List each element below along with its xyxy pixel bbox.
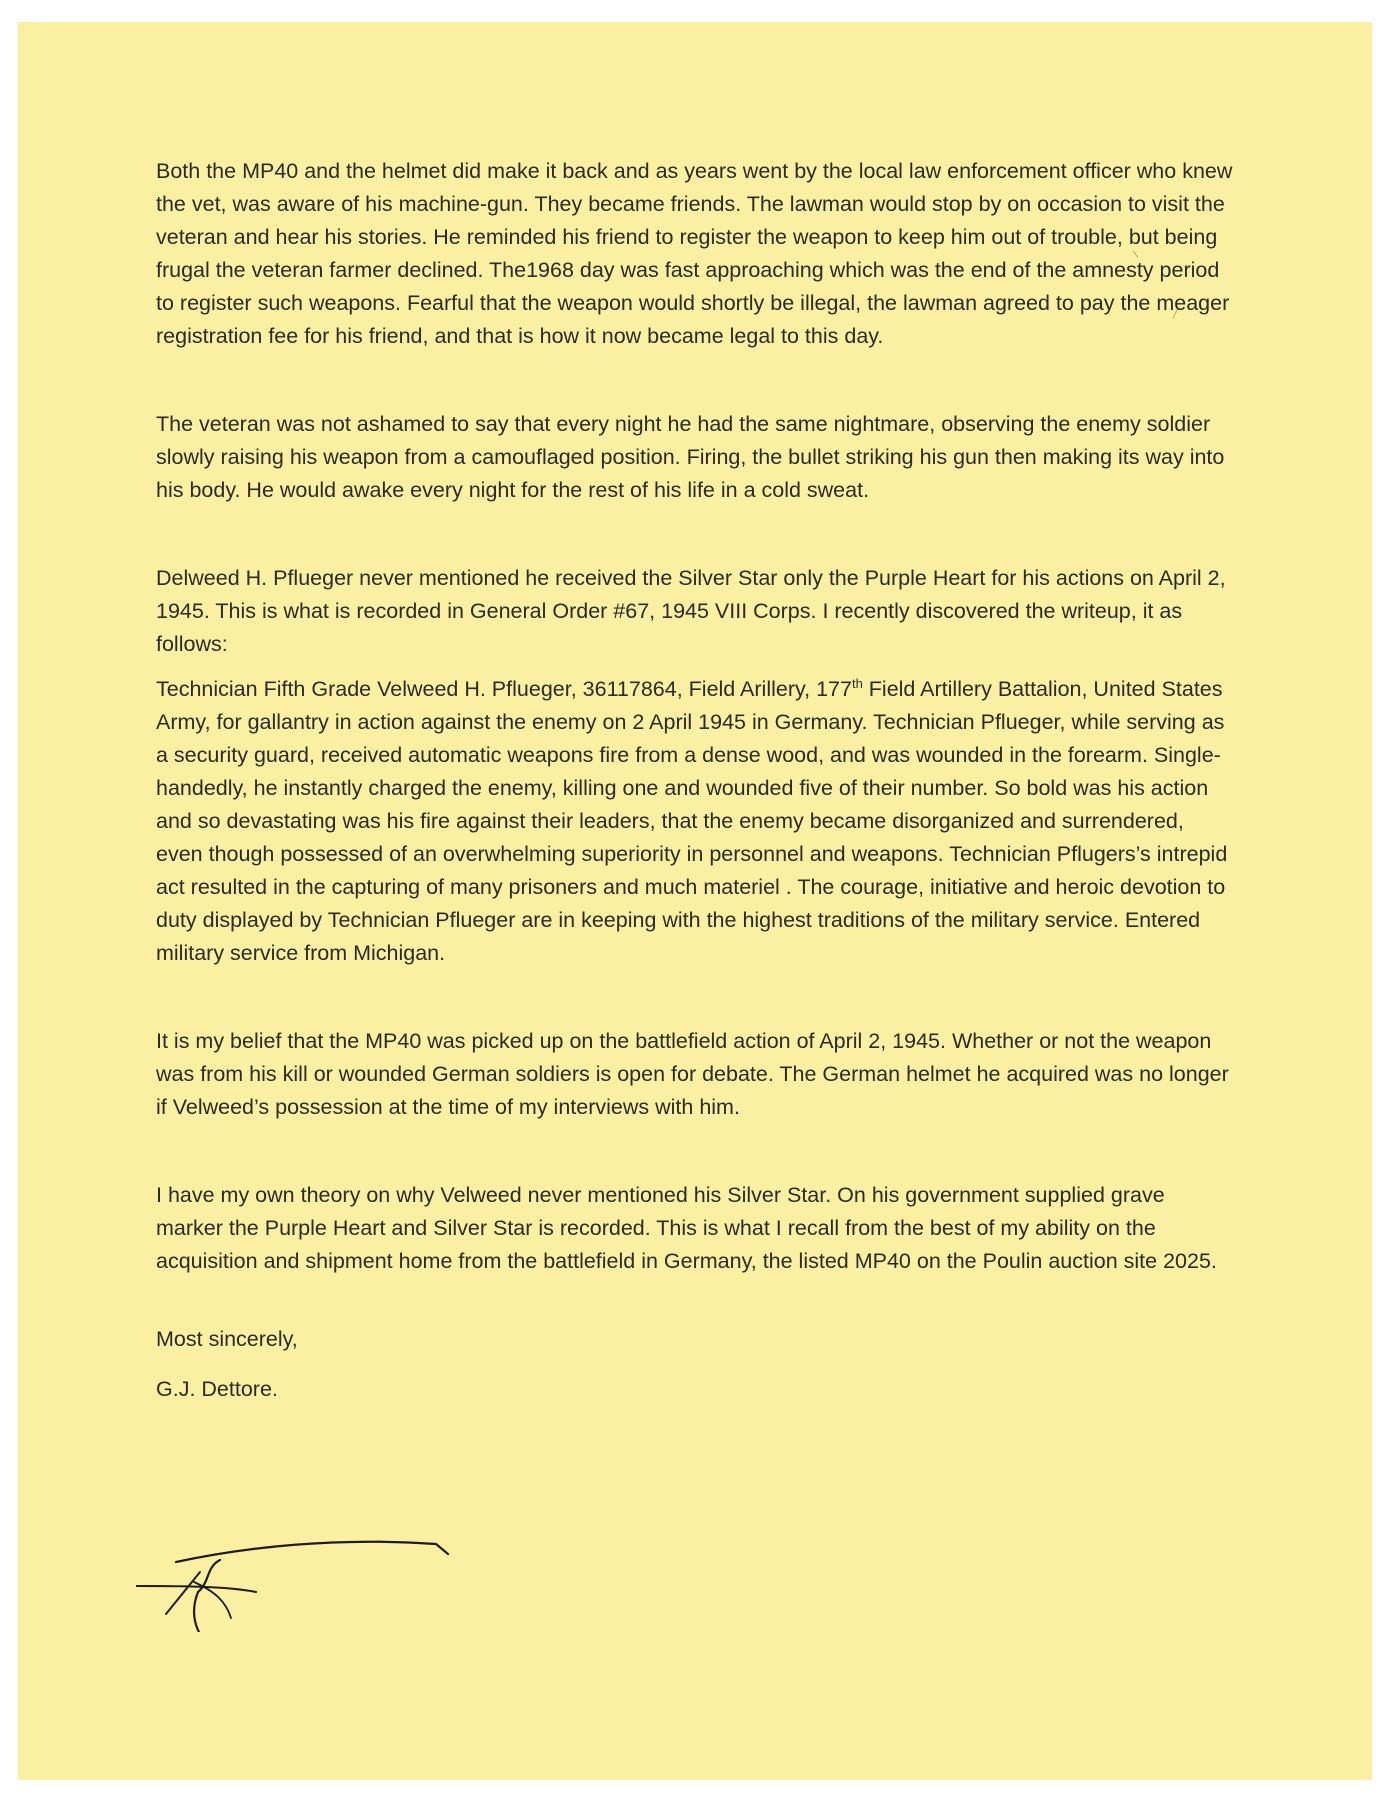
citation-ordinal-suffix: th — [851, 675, 863, 691]
closing-name: G.J. Dettore. — [156, 1377, 278, 1401]
paragraph-citation — [156, 673, 1236, 970]
closing-salutation: Most sincerely, — [156, 1327, 298, 1351]
paragraph-belief: It is my belief that the MP40 was picked up on the battlefield action of April 2, 1945. Whether or not the weapon was from his kill or wounded German soldiers is open for debate. The German helmet he acquired was no longer if Velweed’s possession at the time of my interviews with him. — [156, 1029, 1229, 1119]
paragraph-mp40-registration: Both the MP40 and the helmet did make it back and as years went by the local law enforcement officer who knew the vet, was aware of his machine-gun. They became friends. The lawman would stop by on occasion to visit the veteran and hear his stories. He reminded his friend to register the weapon to keep him out of trouble, but being frugal the veteran farmer declined. The1968 day was fast approaching which was the end of the amnesty period to register such weapons. Fearful that the weapon would shortly be illegal, the lawman agreed to pay the meager registration fee for his friend, and that is how it now became legal to this day. — [156, 159, 1233, 348]
citation-text-start: Technician Fifth Grade Velweed H. Pflueger, 36117864, Field Arillery, 177 — [156, 677, 852, 701]
handwritten-signature — [136, 1522, 456, 1632]
citation-text-end: Field Artillery Battalion, United States Army, for gallantry in action against the enemy on 2 April 1945 in Germany. Technician Pflueger, while serving as a security guard, received automatic weapons fire from a dense wood, and was wounded in the forearm. Single-handedly, he instantly charged the enemy, killing one and wounded five of their number. So bold was his action and so devastating was his fire against their leaders, that the enemy became disorganized and surrendered, even though possessed of an overwhelming superiority in personnel and weapons. Technician Pflugers’s intrepid act resulted in the capturing of many prisoners and much materiel . The courage, initiative and heroic devotion to duty displayed by Technician Pflueger are in keeping with the highest traditions of the military service. Entered military service from Michigan. — [156, 677, 1228, 965]
paragraph-silver-star: Delweed H. Pflueger never mentioned he received the Silver Star only the Purple Heart for his actions on April 2, 1945. This is what is recorded in General Order #67, 1945 VIII Corps. I recently discovered the writeup, it as follows: — [156, 566, 1226, 656]
letter-page — [18, 22, 1372, 1780]
letter-body — [156, 155, 1236, 1423]
paragraph-nightmare: The veteran was not ashamed to say that every night he had the same nightmare, observing the enemy soldier slowly raising his weapon from a camouflaged position. Firing, the bullet striking his gun then making its way into his body. He would awake every night for the rest of his life in a cold sweat. — [156, 412, 1225, 502]
closing-block — [156, 1323, 1236, 1423]
paragraph-theory: I have my own theory on why Velweed never mentioned his Silver Star. On his government supplied grave marker the Purple Heart and Silver Star is recorded. This is what I recall from the best of my ability on the acquisition and shipment home from the battlefield in Germany, the listed MP40 on the Poulin auction site 2025. — [156, 1183, 1217, 1273]
